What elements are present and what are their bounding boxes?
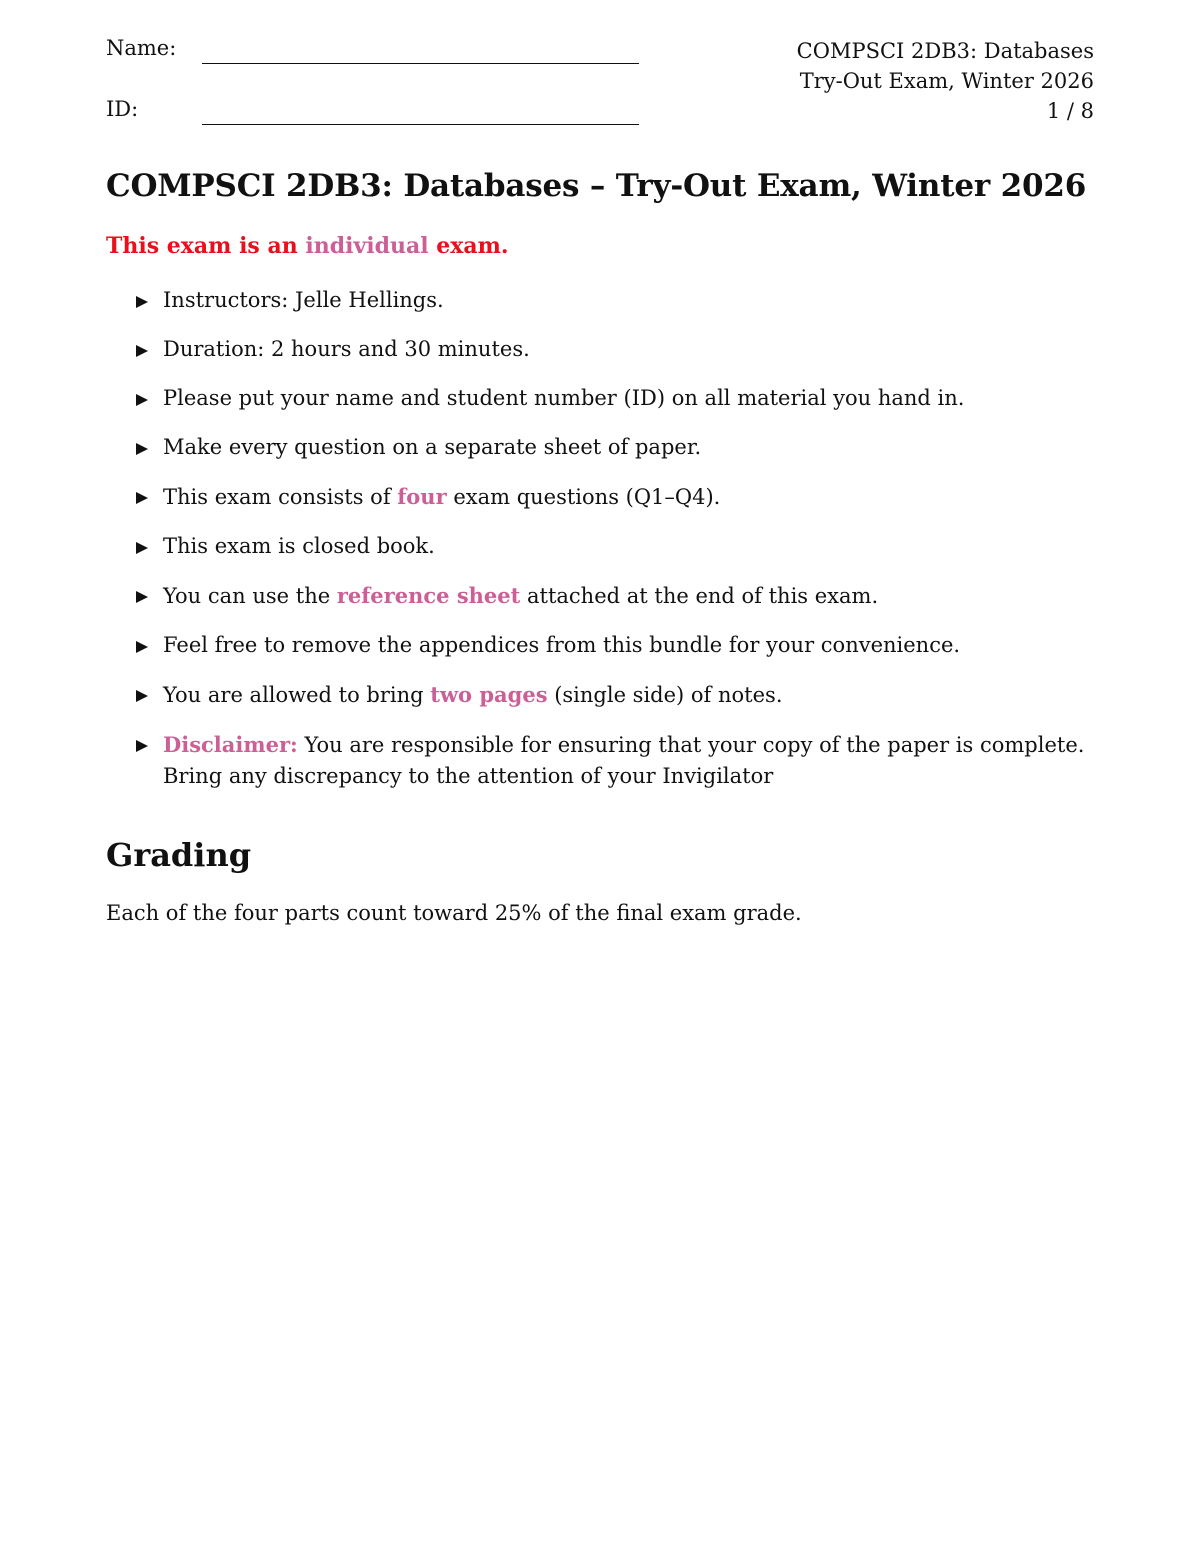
list-item bbox=[106, 630, 1100, 661]
rule-highlight: reference sheet bbox=[336, 583, 521, 608]
triangle-bullet-icon bbox=[136, 443, 148, 455]
list-item bbox=[106, 383, 1100, 414]
rule-text-post: You are responsible for ensuring that your copy of the paper is complete. Bring any discrepancy to the attention of your Invigilator bbox=[163, 733, 1085, 788]
triangle-bullet-icon bbox=[136, 690, 148, 702]
rule-text: Make every question on a separate sheet of paper. bbox=[163, 435, 702, 459]
name-field-line bbox=[202, 63, 639, 64]
list-item bbox=[106, 285, 1100, 316]
triangle-bullet-icon bbox=[136, 641, 148, 653]
list-item bbox=[106, 729, 1100, 792]
list-item bbox=[106, 679, 1100, 711]
list-item bbox=[106, 334, 1100, 365]
triangle-bullet-icon bbox=[136, 394, 148, 406]
page-title: COMPSCI 2DB3: Databases – Try-Out Exam, Winter 2026 bbox=[106, 168, 1087, 204]
list-item bbox=[106, 481, 1100, 513]
triangle-bullet-icon bbox=[136, 591, 148, 603]
rule-text: Feel free to remove the appendices from this bundle for your convenience. bbox=[163, 633, 961, 657]
header-exam: Try-Out Exam, Winter 2026 bbox=[799, 69, 1094, 93]
rule-highlight: four bbox=[397, 484, 447, 509]
rule-text: Duration: 2 hours and 30 minutes. bbox=[163, 337, 530, 361]
id-label: ID: bbox=[106, 97, 139, 121]
rule-text-post: attached at the end of this exam. bbox=[520, 584, 879, 608]
exam-rules-list bbox=[106, 285, 1100, 810]
individual-exam-notice bbox=[106, 233, 509, 259]
rule-text: Instructors: Jelle Hellings. bbox=[163, 288, 444, 312]
rule-text: You can use the bbox=[163, 584, 337, 608]
header-course: COMPSCI 2DB3: Databases bbox=[796, 39, 1094, 63]
rule-text: You are allowed to bring bbox=[163, 683, 431, 707]
list-item bbox=[106, 432, 1100, 463]
running-header bbox=[797, 36, 1094, 126]
rule-highlight: two pages bbox=[430, 682, 548, 707]
triangle-bullet-icon bbox=[136, 492, 148, 504]
triangle-bullet-icon bbox=[136, 542, 148, 554]
notice-pre: This exam is an bbox=[106, 233, 306, 259]
triangle-bullet-icon bbox=[136, 345, 148, 357]
notice-highlight: individual bbox=[305, 233, 429, 259]
rule-text: Please put your name and student number (ID) on all material you hand in. bbox=[163, 386, 965, 410]
grading-heading: Grading bbox=[106, 836, 252, 874]
id-field-line bbox=[202, 124, 639, 125]
triangle-bullet-icon bbox=[136, 296, 148, 308]
rule-text-post: (single side) of notes. bbox=[547, 683, 783, 707]
rule-text: This exam is closed book. bbox=[163, 534, 435, 558]
rule-text: This exam consists of bbox=[163, 485, 398, 509]
header-page-number: 1 / 8 bbox=[1046, 99, 1094, 123]
grading-text: Each of the four parts count toward 25% of the final exam grade. bbox=[106, 901, 802, 925]
rule-text-post: exam questions (Q1–Q4). bbox=[446, 485, 721, 509]
disclaimer-label: Disclaimer: bbox=[163, 732, 298, 757]
triangle-bullet-icon bbox=[136, 740, 148, 752]
list-item bbox=[106, 580, 1100, 612]
list-item bbox=[106, 531, 1100, 562]
notice-post: exam. bbox=[428, 233, 509, 259]
name-label: Name: bbox=[106, 36, 177, 60]
